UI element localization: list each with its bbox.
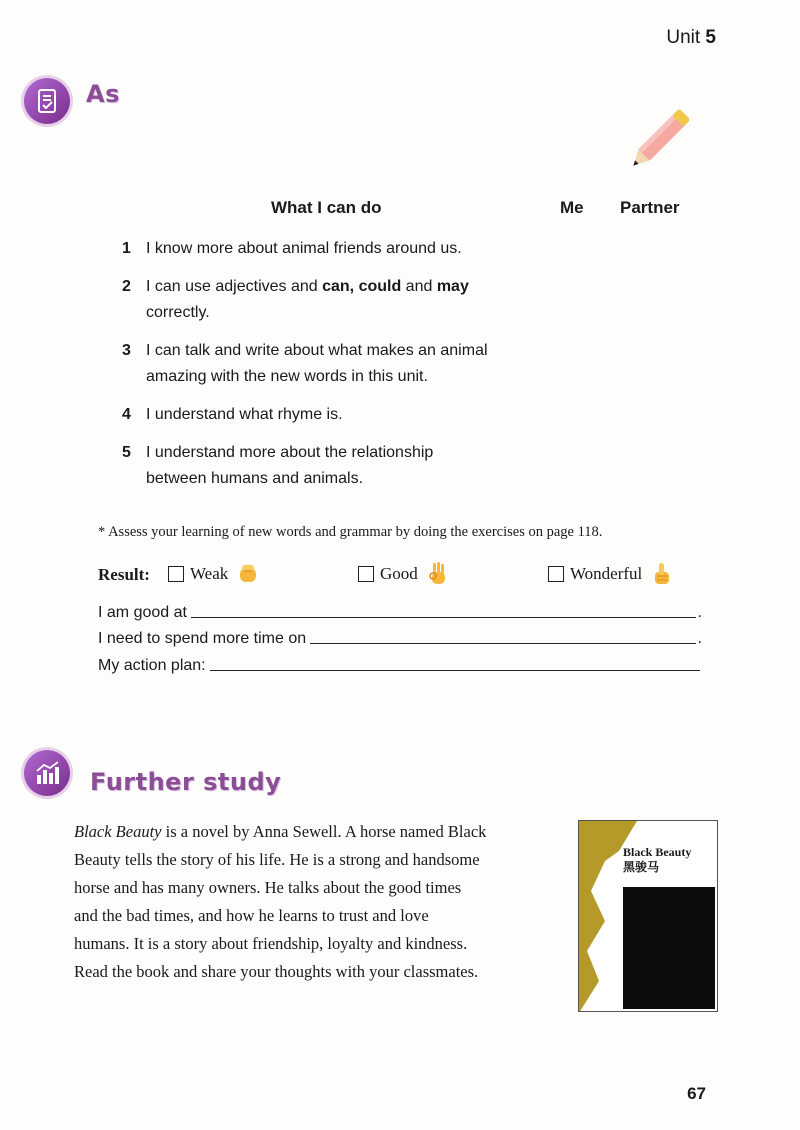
- assess-title: As: [86, 80, 120, 108]
- column-me: Me: [560, 198, 584, 217]
- column-what-i-can-do: What I can do: [271, 198, 382, 217]
- list-item: 2 I can use adjectives and can, could and may correctly.: [122, 278, 469, 321]
- cover-photo: [623, 887, 715, 1009]
- weak-label: Weak: [190, 564, 229, 583]
- action-plan-blank[interactable]: [210, 670, 700, 671]
- result-row: [98, 560, 698, 590]
- can-do-list: [122, 236, 542, 504]
- book-title: Black Beauty: [74, 822, 162, 841]
- checklist-icon: [24, 78, 70, 124]
- good-at-line: I am good at .: [98, 604, 702, 621]
- book-cover: [578, 820, 718, 1012]
- list-item: 1 I know more about animal friends around us.: [122, 240, 462, 257]
- assessment-note: * Assess your learning of new words and grammar by doing the exercises on page 118.: [98, 524, 603, 540]
- need-time-line: I need to spend more time on .: [98, 630, 702, 647]
- page-number: 67: [687, 1084, 706, 1103]
- action-plan-line: My action plan:: [98, 657, 702, 675]
- result-label: Result:: [98, 565, 150, 584]
- bar-chart-icon: [24, 750, 70, 796]
- further-study-paragraph: Black Beauty is a novel by Anna Sewell. A horse named Black Beauty tells the story of his life. He is a strong and handsome horse and has many owners. He talks about the good times and the bad times, and how he learns to trust and love humans. It is a story about friendship, loyalty and kindness. Read the book and share your thoughts with your classmates.: [74, 822, 487, 981]
- unit-word: Unit: [666, 27, 701, 48]
- good-checkbox[interactable]: [358, 566, 374, 582]
- column-partner: Partner: [620, 198, 680, 217]
- option-weak[interactable]: [168, 560, 262, 588]
- further-study-title: Further study: [90, 768, 282, 796]
- list-item: 4 I understand what rhyme is.: [122, 406, 343, 423]
- option-good[interactable]: [358, 560, 452, 588]
- unit-number: 5: [705, 27, 716, 48]
- need-time-blank[interactable]: [310, 643, 695, 644]
- good-at-blank[interactable]: [191, 617, 696, 618]
- option-wonderful[interactable]: [548, 560, 676, 588]
- fist-icon: [234, 560, 262, 588]
- unit-label: [666, 27, 716, 49]
- good-label: Good: [380, 564, 418, 583]
- pencil-icon: [618, 96, 708, 176]
- weak-checkbox[interactable]: [168, 566, 184, 582]
- ok-hand-icon: [424, 560, 452, 588]
- list-item: 3 I can talk and write about what makes an animal amazing with the new words in this unit.: [122, 342, 488, 385]
- wonderful-label: Wonderful: [570, 564, 643, 583]
- cover-title: Black Beauty 黑骏马: [623, 845, 692, 874]
- list-item: 5 I understand more about the relationship between humans and animals.: [122, 444, 434, 487]
- wonderful-checkbox[interactable]: [548, 566, 564, 582]
- thumbs-up-icon: [648, 560, 676, 588]
